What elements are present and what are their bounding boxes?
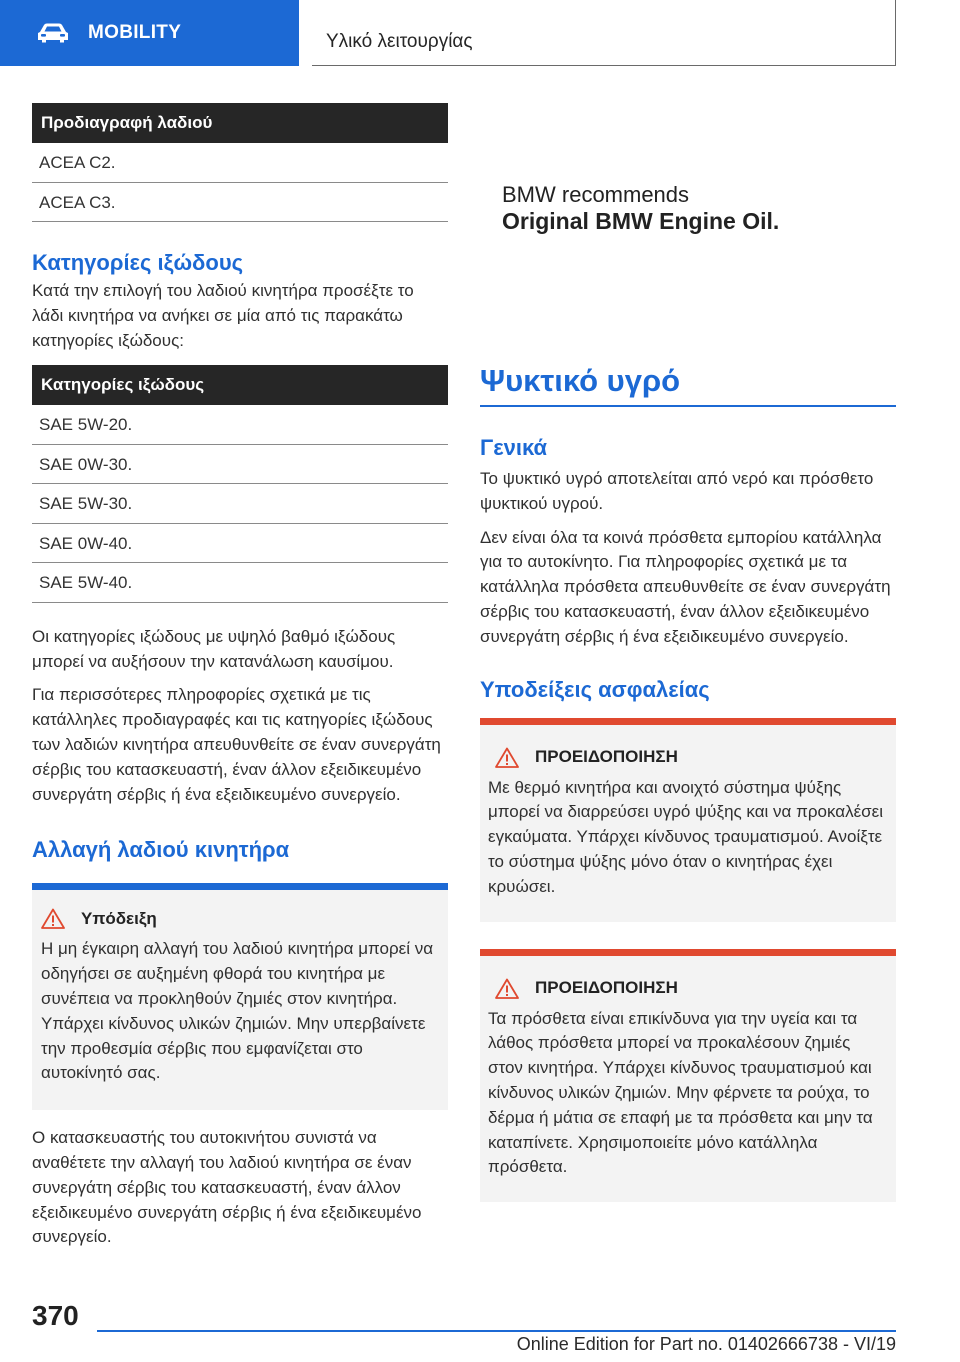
viscosity-note-1: Οι κατηγορίες ιξώδους με υψηλό βαθμό ιξώδους μπορεί να αυξήσουν την κατανάλωση καυσίμου. — [32, 626, 396, 671]
section-label: MOBILITY — [88, 22, 182, 43]
general-heading: Γενικά — [480, 435, 548, 460]
chapter-title: Υλικό λειτουργίας — [312, 0, 896, 66]
table-row: SAE 5W-40. — [32, 563, 448, 603]
safety-heading: Υποδείξεις ασφαλείας — [480, 676, 710, 702]
page-header — [0, 0, 960, 66]
general-paragraph-1: Το ψυκτικό υγρό αποτελείται από νερό και πρόσθετο ψυκτικού υγρού. — [480, 469, 874, 513]
notice-title: Υπόδειξη — [81, 908, 157, 928]
warning-triangle-icon — [495, 978, 519, 999]
warning-triangle-icon — [495, 747, 519, 768]
coolant-title: Ψυκτικό υγρό — [480, 363, 681, 398]
warning-title: ΠΡΟΕΙΔΟΠΟΙΗΣΗ — [535, 747, 678, 767]
notice-box — [32, 883, 448, 1110]
warning-box-2 — [480, 949, 896, 1203]
car-icon — [36, 22, 70, 44]
warning-header — [488, 978, 888, 999]
page-number: 370 — [32, 1300, 79, 1331]
oil-change-heading: Αλλαγή λαδιού κινητήρα — [32, 837, 290, 863]
warning-title: ΠΡΟΕΙΔΟΠΟΙΗΣΗ — [535, 978, 678, 998]
oil-spec-table-header: Προδιαγραφή λαδιού — [32, 103, 448, 143]
bmw-oil-banner — [480, 103, 896, 353]
warning-box-1 — [480, 718, 896, 922]
oil-change-text: Ο κατασκευαστής του αυτοκινήτου συνιστά να αναθέτετε την αλλαγή του λαδιού κινητήρα σε έναν συνεργάτη σέρβις του κατασκευαστή, έναν άλλον εξειδικευμένο συνεργάτη σέρβις ή ένα εξειδικευμένο συνεργείο. — [32, 1128, 422, 1247]
notice-header — [41, 908, 439, 929]
warning-header — [488, 747, 888, 768]
banner-line-1: BMW recommends — [502, 182, 690, 207]
table-row: SAE 5W-30. — [32, 484, 448, 524]
coolant-title-wrap — [480, 363, 896, 407]
warning-triangle-icon — [41, 908, 65, 929]
table-row: SAE 0W-30. — [32, 445, 448, 485]
table-row: ACEA C3. — [32, 183, 448, 223]
viscosity-note-2: Για περισσότερες πληροφορίες σχετικά με τις κατάλληλες προδιαγραφές και τις κατηγορίες ιξώδους των λαδιών κινητήρα απευθυνθείτε σε έναν συνεργάτη σέρβις του κατασκευαστή, έναν άλλον εξειδικευμένο συνεργάτη σέρβις ή ένα εξειδικευμένο συνεργείο. — [32, 685, 441, 804]
warning-text: Με θερμό κινητήρα και ανοιχτό σύστημα ψύξης μπορεί να διαρρεύσει υγρό ψύξης και να προκαλέσει εγκαύματα. Υπάρχει κίνδυνος τραυματισμού. Ανοίξτε το σύστημα ψύξης μόνο όταν ο κινητήρας έχει κρυώσει. — [488, 777, 884, 896]
viscosity-table — [32, 365, 448, 603]
footer-divider — [97, 1330, 896, 1332]
table-row: SAE 0W-40. — [32, 524, 448, 564]
general-paragraph-2: Δεν είναι όλα τα κοινά πρόσθετα εμπορίου κατάλληλα για το αυτοκίνητο. Για πληροφορίες σχετικά με τα κατάλληλα πρόσθετα απευθυνθείτε σε έναν συνεργάτη σέρβις του κατασκευαστή, έναν άλλον εξειδικευμένο συνεργάτη σέρβις ή ένα εξειδικευμένο συνεργείο. — [480, 527, 891, 646]
section-tab[interactable] — [0, 0, 299, 66]
right-column — [480, 103, 896, 1202]
table-row: ACEA C2. — [32, 143, 448, 183]
viscosity-heading: Κατηγορίες ιξώδους — [32, 250, 244, 275]
notice-text: Η μη έγκαιρη αλλαγή του λαδιού κινητήρα μπορεί να οδηγήσει σε αυξημένη φθορά του κινητήρα με συνέπεια να προκληθούν ζημιές στον κινητήρα. Υπάρχει κίνδυνος υλικών ζημιών. Μην υπερβαίνετε την προθεσμία σέρβις που εμφανίζεται στο αυτοκίνητό σας. — [41, 939, 434, 1083]
table-row: SAE 5W-20. — [32, 405, 448, 445]
viscosity-intro: Κατά την επιλογή του λαδιού κινητήρα προσέξτε το λάδι κινητήρα να ανήκει σε μία από τις παρακάτω κατηγορίες ιξώδους: — [32, 281, 414, 350]
edition-info: Online Edition for Part no. 01402666738 - VI/19 — [516, 1334, 896, 1354]
viscosity-table-header: Κατηγορίες ιξώδους — [32, 365, 448, 405]
left-column — [32, 103, 448, 1250]
warning-text: Τα πρόσθετα είναι επικίνδυνα για την υγεία και τα λάθος πρόσθετα μπορεί να προκαλέσουν ζημιές στον κινητήρα. Υπάρχει κίνδυνος τραυματισμού και κίνδυνος υλικών ζημιών. Μην φέρνετε τα ρούχα, το δέρμα ή μάτια σε επαφή με τα πρόσθετα και μην τα καταπίνετε. Χρησιμοποιείτε μόνο κατάλληλα πρόσθετα. — [488, 1008, 873, 1177]
oil-spec-table — [32, 103, 448, 222]
banner-line-2: Original BMW Engine Oil. — [502, 208, 780, 234]
